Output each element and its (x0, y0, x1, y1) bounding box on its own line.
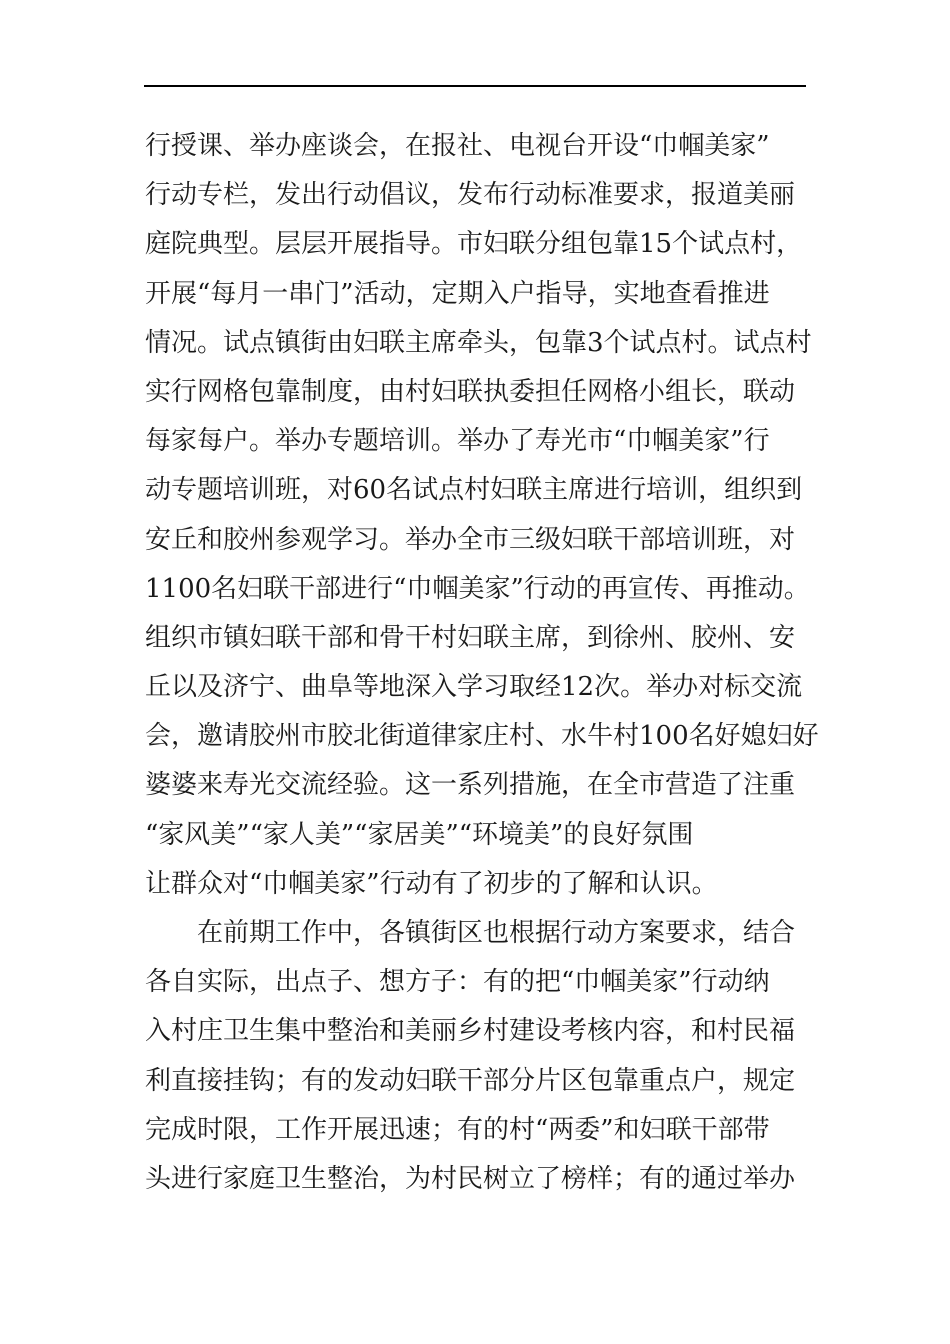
text-line: 行动专栏，发出行动倡议，发布行动标准要求，报道美丽 (145, 180, 796, 211)
text-line: 动专题培训班，对60名试点村妇联主席进行培训，组织到 (145, 475, 803, 506)
text-line: 实行网格包靠制度，由村妇联执委担任网格小组长，联动 (145, 376, 796, 407)
text-line: 丘以及济宁、曲阜等地深入学习取经12次。举办对标交流 (145, 672, 803, 703)
text-line: 每家每户。举办专题培训。举办了寿光市“巾帼美家”行 (145, 426, 770, 457)
text-line: 安丘和胶州参观学习。举办全市三级妇联干部培训班，对 (145, 524, 796, 555)
text-line: 庭院典型。层层开展指导。市妇联分组包靠15个试点村， (145, 229, 803, 260)
text-line: 组织市镇妇联干部和骨干村妇联主席，到徐州、胶州、安 (145, 622, 796, 653)
text-line: 各自实际，出点子、想方子：有的把“巾帼美家”行动纳 (145, 967, 770, 998)
text-line: 让群众对“巾帼美家”行动有了初步的了解和认识。 (145, 868, 718, 899)
text-line: 完成时限，工作开展迅速；有的村“两委”和妇联干部带 (145, 1114, 770, 1145)
text-line: 婆婆来寿光交流经验。这一系列措施，在全市营造了注重 (145, 770, 796, 801)
paragraph-1 (145, 122, 825, 909)
text-line: “家风美”“家人美”“家居美”“环境美”的良好氛围 (145, 819, 694, 850)
text-line: 情况。试点镇街由妇联主席牵头，包靠3个试点村。试点村 (145, 327, 812, 358)
text-line: 行授课、举办座谈会，在报社、电视台开设“巾帼美家” (145, 131, 770, 161)
text-line: 头进行家庭卫生整治，为村民树立了榜样；有的通过举办 (145, 1163, 796, 1194)
text-line: 在前期工作中，各镇街区也根据行动方案要求，结合 (197, 918, 796, 948)
body-text (145, 122, 825, 1204)
text-line: 入村庄卫生集中整治和美丽乡村建设考核内容，和村民福 (145, 1016, 796, 1047)
paragraph-2 (145, 909, 825, 1204)
text-line: 1100名妇联干部进行“巾帼美家”行动的再宣传、再推动。 (145, 573, 810, 604)
header-rule (144, 85, 806, 87)
text-line: 利直接挂钩；有的发动妇联干部分片区包靠重点户，规定 (145, 1065, 796, 1096)
text-line: 开展“每月一串门”活动，定期入户指导，实地查看推进 (145, 278, 770, 309)
text-line: 会，邀请胶州市胶北街道律家庄村、水牛村100名好媳妇好 (145, 721, 819, 752)
